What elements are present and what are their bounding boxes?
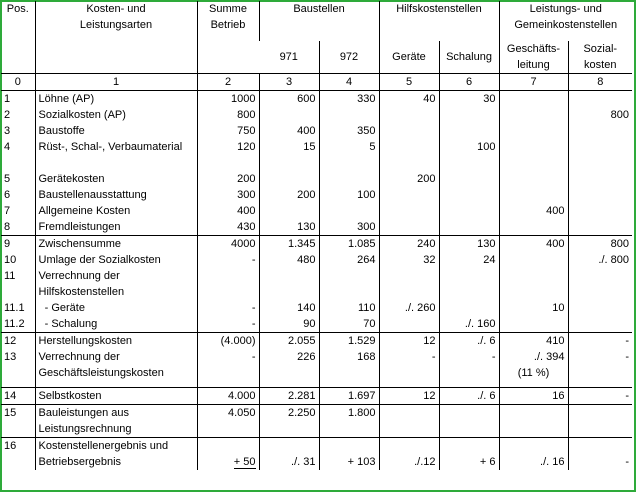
cell-c6: 100	[439, 139, 499, 155]
cell-c5	[379, 268, 439, 284]
cell-c8: -	[568, 349, 632, 365]
cell-c8	[568, 316, 632, 333]
header-leistungs-gemeinkostenstellen: Leistungs- und Gemeinkostenstellen	[499, 1, 632, 41]
cell-c4	[319, 268, 379, 284]
cell-c2: 4000	[197, 236, 259, 253]
cell-c4: 350	[319, 123, 379, 139]
header-pos: Pos.	[6, 3, 29, 15]
table-row	[1, 155, 632, 171]
cell-c5	[379, 365, 439, 381]
table-row	[1, 268, 632, 284]
cell-c6: ./. 160	[439, 316, 499, 333]
cell-c6	[439, 437, 499, 454]
cell-c8	[568, 91, 632, 108]
row-label: Baustellenausstattung	[35, 187, 197, 203]
header-hilfskostenstellen: Hilfskostenstellen	[379, 1, 499, 41]
table-row	[1, 349, 632, 365]
column-index-7: 7	[499, 74, 568, 91]
cell-c2: 800	[197, 107, 259, 123]
cell-c7	[499, 316, 568, 333]
cell-c3	[259, 284, 319, 300]
cell-c2: + 50	[197, 454, 259, 470]
cell-c6	[439, 300, 499, 316]
row-label: Baustoffe	[35, 123, 197, 139]
cell-c3: 140	[259, 300, 319, 316]
cell-c6	[439, 187, 499, 203]
cell-c3	[259, 421, 319, 438]
row-pos: 7	[4, 205, 11, 217]
cell-c8	[568, 203, 632, 219]
cell-c4: 264	[319, 252, 379, 268]
cell-c5	[379, 123, 439, 139]
table-row	[1, 252, 632, 268]
row-label: Geschäftsleistungskosten	[35, 365, 197, 381]
cell-c6	[439, 171, 499, 187]
cell-c8	[568, 268, 632, 284]
cell-c4	[319, 203, 379, 219]
cell-c2: (4.000)	[197, 333, 259, 350]
cell-c7	[499, 252, 568, 268]
cell-c5: 240	[379, 236, 439, 253]
table-row	[1, 203, 632, 219]
cell-c7: 410	[499, 333, 568, 350]
cell-c4	[319, 284, 379, 300]
table-row	[1, 123, 632, 139]
row-label: Rüst-, Schal-, Verbaumaterial	[35, 139, 197, 155]
cell-c3: 2.055	[259, 333, 319, 350]
cell-c4	[319, 155, 379, 171]
cell-c7: 16	[499, 387, 568, 404]
row-label: Betriebsergebnis	[35, 454, 197, 470]
row-pos: 9	[1, 236, 35, 253]
cell-c7: 10	[499, 300, 568, 316]
cell-c3: ./. 31	[259, 454, 319, 470]
cell-c8	[568, 123, 632, 139]
cell-c7: (11 %)	[499, 365, 568, 381]
cell-c5	[379, 421, 439, 438]
cell-c8: 800	[568, 236, 632, 253]
table-row	[1, 404, 632, 421]
row-pos: 5	[4, 173, 11, 185]
row-pos	[1, 421, 35, 438]
cell-c5: 32	[379, 252, 439, 268]
table-row	[1, 454, 632, 470]
cell-c6	[439, 404, 499, 421]
cell-c6: 130	[439, 236, 499, 253]
cell-c8	[568, 187, 632, 203]
table-row	[1, 437, 632, 454]
cell-c8	[568, 421, 632, 438]
cell-c3: 2.281	[259, 387, 319, 404]
row-pos: 6	[4, 189, 11, 201]
cell-c2: 120	[197, 139, 259, 155]
cell-c4: 1.085	[319, 236, 379, 253]
cell-c8: 800	[568, 107, 632, 123]
table-row	[1, 236, 632, 253]
cell-c4: 5	[319, 139, 379, 155]
row-label: Zwischensumme	[35, 236, 197, 253]
header-summe-betrieb: Summe Betrieb	[197, 1, 259, 74]
cell-c5	[379, 437, 439, 454]
table-row	[1, 300, 632, 316]
cell-c2: 4.000	[197, 387, 259, 404]
cell-c5: 200	[379, 171, 439, 187]
cell-c8	[568, 437, 632, 454]
row-label: Selbstkosten	[35, 387, 197, 404]
cell-c8	[568, 171, 632, 187]
cell-c5	[379, 187, 439, 203]
cell-c6	[439, 421, 499, 438]
cell-c4	[319, 107, 379, 123]
cell-c5: 40	[379, 91, 439, 108]
cell-c2: -	[197, 252, 259, 268]
row-pos: 1	[4, 93, 11, 105]
column-index-8: 8	[568, 74, 632, 91]
table-row	[1, 421, 632, 438]
row-label: Löhne (AP)	[35, 91, 197, 108]
cell-c2: 300	[197, 187, 259, 203]
cell-c2	[197, 284, 259, 300]
cell-c6	[439, 123, 499, 139]
cell-c4: 1.800	[319, 404, 379, 421]
cell-c8	[568, 219, 632, 236]
cell-c4: 330	[319, 91, 379, 108]
cell-c7	[499, 155, 568, 171]
cell-c5: 12	[379, 333, 439, 350]
cell-c6	[439, 203, 499, 219]
cell-c3: 600	[259, 91, 319, 108]
header-geraete: Geräte	[379, 41, 439, 74]
row-pos	[1, 454, 35, 470]
cell-c6: ./. 6	[439, 333, 499, 350]
cell-c3	[259, 107, 319, 123]
cell-c8	[568, 284, 632, 300]
cell-c7	[499, 284, 568, 300]
cell-c2: -	[197, 300, 259, 316]
cell-c4: 110	[319, 300, 379, 316]
row-label: Gerätekosten	[35, 171, 197, 187]
header-geschaeftsleitung: Geschäfts- leitung	[499, 41, 568, 74]
cell-c2: 1000	[197, 91, 259, 108]
cell-c8	[568, 365, 632, 381]
cell-c3	[259, 365, 319, 381]
header-kosten-leistungsarten: Kosten- und Leistungsarten	[35, 1, 197, 74]
cell-c8	[568, 139, 632, 155]
row-pos: 15	[1, 404, 35, 421]
header-baustellen: Baustellen	[259, 1, 379, 41]
cell-c7: ./. 16	[499, 454, 568, 470]
cell-c5	[379, 139, 439, 155]
cell-c7	[499, 421, 568, 438]
cell-c5	[379, 404, 439, 421]
cell-c3	[259, 155, 319, 171]
row-pos: 11	[4, 270, 16, 282]
row-label: - Geräte	[35, 300, 197, 316]
cell-c6	[439, 365, 499, 381]
cell-c2	[197, 155, 259, 171]
row-label: - Schalung	[35, 316, 197, 333]
cell-c4	[319, 171, 379, 187]
betriebsabrechnungsbogen-table	[1, 1, 632, 470]
row-pos: 11.2	[4, 318, 25, 330]
cell-c5	[379, 155, 439, 171]
cell-c3: 15	[259, 139, 319, 155]
cell-c5: ./. 260	[379, 300, 439, 316]
row-label: Herstellungskosten	[35, 333, 197, 350]
row-label: Umlage der Sozialkosten	[35, 252, 197, 268]
cell-c8: -	[568, 387, 632, 404]
cell-c4	[319, 421, 379, 438]
row-label: Fremdleistungen	[35, 219, 197, 236]
cell-c3	[259, 203, 319, 219]
table-row	[1, 107, 632, 123]
cell-c3: 1.345	[259, 236, 319, 253]
cell-c2: -	[197, 349, 259, 365]
header-sozialkosten: Sozial- kosten	[568, 41, 632, 74]
row-label: Verrechnung der	[35, 268, 197, 284]
row-pos: 4	[4, 141, 11, 153]
cell-c6: + 6	[439, 454, 499, 470]
table-row	[1, 187, 632, 203]
cell-c2: -	[197, 316, 259, 333]
cell-c6	[439, 155, 499, 171]
cell-c7	[499, 107, 568, 123]
cell-c7	[499, 187, 568, 203]
header-972: 972	[319, 41, 379, 74]
cell-c6: 24	[439, 252, 499, 268]
cell-c7	[499, 91, 568, 108]
table-row	[1, 171, 632, 187]
row-label: Leistungsrechnung	[35, 421, 197, 438]
row-pos	[1, 284, 35, 300]
row-pos: 3	[4, 125, 11, 137]
column-index-5: 5	[379, 74, 439, 91]
cell-c3: 130	[259, 219, 319, 236]
cell-c5	[379, 284, 439, 300]
cell-c2: 200	[197, 171, 259, 187]
cell-c3: 2.250	[259, 404, 319, 421]
cell-c7: ./. 394	[499, 349, 568, 365]
cell-c4	[319, 365, 379, 381]
table-row	[1, 333, 632, 350]
column-index-0: 0	[1, 74, 35, 91]
cell-c7	[499, 268, 568, 284]
cell-c5	[379, 316, 439, 333]
cell-c7	[499, 139, 568, 155]
cell-c8	[568, 404, 632, 421]
row-pos: 10	[4, 254, 17, 266]
cell-c4: + 103	[319, 454, 379, 470]
column-index-1: 1	[35, 74, 197, 91]
cell-c4: 1.697	[319, 387, 379, 404]
row-pos	[1, 155, 35, 171]
cell-c6	[439, 268, 499, 284]
cell-c3	[259, 437, 319, 454]
row-label: Sozialkosten (AP)	[35, 107, 197, 123]
cell-c7	[499, 437, 568, 454]
row-label: Bauleistungen aus	[35, 404, 197, 421]
cell-c5	[379, 203, 439, 219]
row-label: Kostenstellenergebnis und	[35, 437, 197, 454]
cell-c2	[197, 365, 259, 381]
cell-c3	[259, 171, 319, 187]
cell-c5	[379, 107, 439, 123]
header-schalung: Schalung	[439, 41, 499, 74]
cell-c2	[197, 421, 259, 438]
column-index-6: 6	[439, 74, 499, 91]
table-row	[1, 284, 632, 300]
cell-c4: 70	[319, 316, 379, 333]
cell-c4: 1.529	[319, 333, 379, 350]
cell-c4: 168	[319, 349, 379, 365]
row-pos	[1, 365, 35, 381]
cell-c5: -	[379, 349, 439, 365]
cell-c7: 400	[499, 203, 568, 219]
row-pos: 16	[1, 437, 35, 454]
header-971: 971	[279, 51, 298, 63]
cell-c6	[439, 107, 499, 123]
cell-c2: 750	[197, 123, 259, 139]
cell-c7	[499, 219, 568, 236]
table-row	[1, 219, 632, 236]
cell-c3: 400	[259, 123, 319, 139]
row-pos: 8	[4, 221, 11, 233]
cell-c3: 90	[259, 316, 319, 333]
cell-c2: 400	[197, 203, 259, 219]
cell-c7: 400	[499, 236, 568, 253]
cell-c4: 100	[319, 187, 379, 203]
column-index-2: 2	[197, 74, 259, 91]
cell-c6: ./. 6	[439, 387, 499, 404]
cell-c8: ./. 800	[568, 252, 632, 268]
table-row	[1, 387, 632, 404]
table-row	[1, 365, 632, 381]
cell-c3: 226	[259, 349, 319, 365]
table-row	[1, 316, 632, 333]
row-pos: 14	[1, 387, 35, 404]
table-row	[1, 139, 632, 155]
column-index-4: 4	[319, 74, 379, 91]
cell-c6	[439, 219, 499, 236]
cell-c3: 480	[259, 252, 319, 268]
cell-c3: 200	[259, 187, 319, 203]
cell-c3	[259, 268, 319, 284]
cell-c7	[499, 404, 568, 421]
row-pos: 2	[4, 109, 11, 121]
cell-c2: 4.050	[197, 404, 259, 421]
cell-c7	[499, 123, 568, 139]
cell-c8: -	[568, 333, 632, 350]
cell-c2: 430	[197, 219, 259, 236]
cell-c4	[319, 437, 379, 454]
cell-c5	[379, 219, 439, 236]
cell-c8: -	[568, 454, 632, 470]
row-pos: 12	[1, 333, 35, 350]
cell-c8	[568, 155, 632, 171]
table-row	[1, 91, 632, 108]
row-label: Verrechnung der	[35, 349, 197, 365]
row-label: Allgemeine Kosten	[35, 203, 197, 219]
cell-c6: 30	[439, 91, 499, 108]
cell-c6	[439, 284, 499, 300]
row-label: Hilfskostenstellen	[35, 284, 197, 300]
cell-c2	[197, 268, 259, 284]
cell-c8	[568, 300, 632, 316]
cell-c7	[499, 171, 568, 187]
row-pos: 11.1	[4, 302, 25, 314]
cell-c5: ./.12	[379, 454, 439, 470]
column-index-3: 3	[259, 74, 319, 91]
cell-c2	[197, 437, 259, 454]
row-pos: 13	[4, 351, 17, 363]
cell-c5: 12	[379, 387, 439, 404]
cell-c6: -	[439, 349, 499, 365]
cell-c4: 300	[319, 219, 379, 236]
row-label	[35, 155, 197, 171]
